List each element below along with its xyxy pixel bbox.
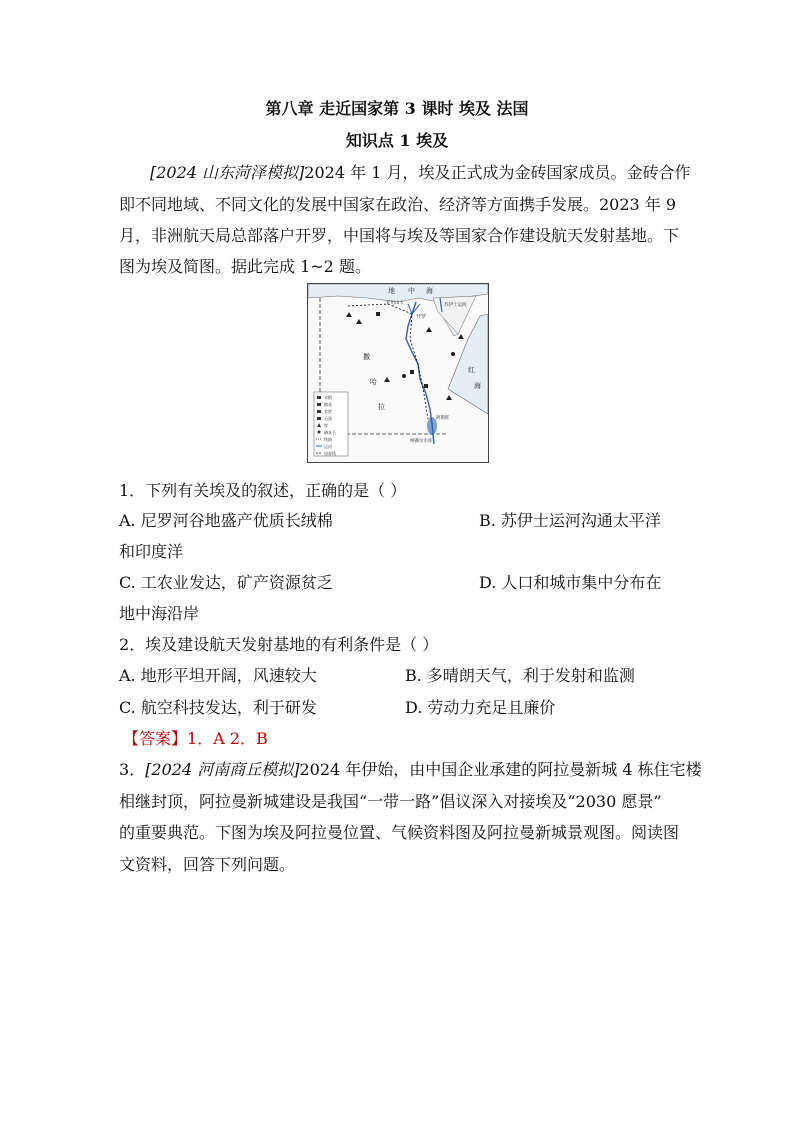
map-label-cairo: 开罗 [416,314,427,320]
egypt-map [307,283,489,463]
triangle-icon [356,319,362,324]
q1-option-a: A. 尼罗河谷地盛产优质长绒棉 [119,511,333,530]
oil-icon [376,312,380,316]
legend-item: 棉花 [324,402,332,407]
map-label-red-1: 红 [468,366,475,374]
oil-icon [424,384,428,388]
q3-source: [2024 河南商丘模拟] [145,760,300,779]
legend-item: 甘蔗 [324,409,332,414]
q3-line-1: 3．[2024 河南商丘模拟]2024 年伊始，由中国企业承建的阿拉曼新城 4 栋住宅楼 [119,760,702,779]
legend-item: 铁路 [324,437,332,442]
map-label-desert-1: 撒 [363,353,370,361]
q1-option-d: D. 人口和城市集中分布在 [479,573,662,592]
answer-label: 【答案】 [123,729,188,748]
intro-line-4: 图为埃及简图。据此完成 1~2 题。 [119,257,371,276]
q2-option-c: C. 航空科技发达，利于研发 [119,698,317,717]
q2-option-d: D. 劳动力充足且廉价 [405,698,556,717]
answer-text: 1．A 2．B [187,729,268,748]
map-label-aswan: 阿斯旺 [436,416,450,421]
egypt-map-svg [308,284,488,462]
oil-icon [410,370,414,374]
section-title: 知识点 1 埃及 [345,131,449,150]
map-label-sea-2: 中 [408,287,415,295]
legend-item: 石油 [324,416,332,421]
answer-line [123,726,268,749]
q1-option-d-cont: 地中海沿岸 [119,604,200,623]
legend-item: 国界线 [324,451,336,456]
triangle-icon [346,312,352,317]
map-label-sea-1: 地 [388,287,395,295]
chapter-title: 第八章 走近国家第 3 课时 埃及 法国 [265,99,529,118]
q1-option-c: C. 工农业发达，矿产资源贫乏 [119,573,333,592]
triangle-icon [446,395,452,400]
dot-icon [451,352,455,356]
intro-line-2: 即不同地域、不同文化的发展中国家在政治、经济等方面携手发展。2023 年 9 [119,195,677,214]
legend-item: 运河 [324,444,332,449]
intro-line-1: [2024 山东菏泽模拟]2024 年 1 月，埃及正式成为金砖国家成员。金砖合作 [150,163,691,182]
q1-option-b-cont: 和印度洋 [119,542,184,561]
map-label-canal: 苏伊士运河 [444,303,467,308]
map-label-red-2: 海 [474,382,481,390]
sinai-peninsula [433,296,476,334]
q1-option-b: B. 苏伊士运河沟通太平洋 [479,511,661,530]
triangle-icon [458,334,464,339]
q3-line-3: 的重要典范。下图为埃及阿拉曼位置、气候资料图及阿拉曼新城景观图。阅读图 [119,823,680,842]
map-label-desert-2: 哈 [370,378,377,386]
q2-option-a: A. 地形平坦开阔，风速较大 [119,666,317,685]
map-label-alexandria: 亚历山大 [386,301,404,306]
legend-item: 铁 [324,423,328,428]
dot-icon [402,374,406,378]
intro-source: [2024 山东菏泽模拟] [150,163,305,182]
map-label-sea-3: 海 [426,287,433,295]
q3-line-4: 文资料，回答下列问题。 [119,855,296,874]
legend-item: 水稻 [324,395,332,400]
q1-stem: 1．下列有关埃及的叙述，正确的是（ ） [119,481,407,500]
intro-line-3: 月，非洲航天局总部落户开罗，中国将与埃及等国家合作建设航天发射基地。下 [119,226,680,245]
q2-option-b: B. 多晴朗天气，利于发射和监测 [405,666,635,685]
q2-stem: 2．埃及建设航天发射基地的有利条件是（ ） [119,635,439,654]
q3-line-2: 相继封顶，阿拉曼新城建设是我国“一带一路”倡议深入对接埃及“2030 愿景” [119,792,662,811]
triangle-icon [426,327,432,332]
map-label-lake-nasser: 纳赛尔水库 [410,439,433,444]
triangle-icon [384,377,390,382]
map-label-desert-3: 拉 [378,403,385,411]
legend-item: 磷灰石 [324,430,336,435]
